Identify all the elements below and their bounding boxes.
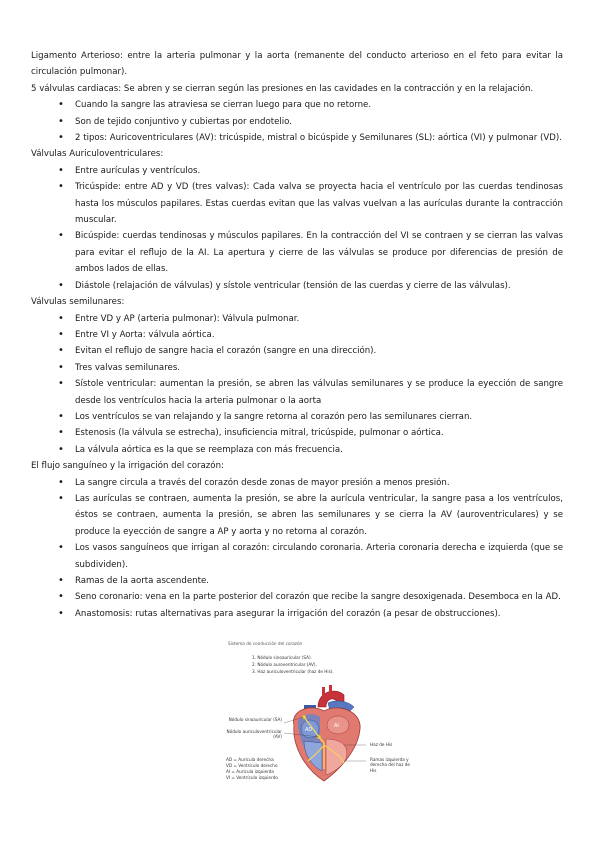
chamber-ai-label: AI: [334, 723, 339, 729]
figure-title: Sistema de conducción del corazón: [228, 641, 303, 646]
flujo-heading: El flujo sanguíneo y la irrigación del corazón:: [31, 461, 224, 472]
list-item: • La sangre circula a través del corazón desde zonas de mayor presión a menos presión.: [31, 475, 563, 491]
list-item: • Los vasos sanguíneos que irrigan al corazón: circulando coronaria. Arteria coronaria derecha e izquierda (que se subdividen).: [31, 540, 563, 573]
list-item: • Entre aurículas y ventrículos.: [31, 163, 563, 179]
sa-node-label: Nódulo sinoauricular (SA): [228, 717, 282, 722]
list-item: • Evitan el reflujo de sangre hacia el corazón (sangre en una dirección).: [31, 343, 563, 359]
figure-list-item: 2. Nódulo auroventricular (AV).: [252, 662, 317, 667]
list-item: • Entre VD y AP (arteria pulmonar): Válvula pulmonar.: [31, 311, 563, 327]
sl-heading: Válvulas semilunares:: [31, 297, 125, 308]
list-item: • Las aurículas se contraen, aumenta la presión, se abre la aurícula ventricular, la sangre pasa a los ventrículos, éstos se contraen, aumenta la presión, se abren las semilunares y se cierra la AV (auroventriculares) y se produce la eyección de sangre a AP y aorta y no retorna al corazón.: [31, 491, 563, 540]
bundle-branches-label: Ramas izquierda y derecha del haz de His: [370, 757, 411, 773]
flujo-list: [31, 475, 563, 623]
list-item: • Diástole (relajación de válvulas) y sístole ventricular (tensión de las cuerdas y cierre de las válvulas).: [31, 278, 563, 294]
legend-item: VD = Ventrículo derecho: [226, 763, 278, 768]
document-body: [31, 48, 563, 622]
figure-list-item: 3. Haz auriculoventricular (haz de His).: [252, 669, 334, 674]
av-list: [31, 163, 563, 294]
sl-list: [31, 311, 563, 459]
list-item: • Tricúspide: entre AD y VD (tres valvas): Cada valva se proyecta hacia el ventrículo por las cuerdas tendinosas hasta los músculos papilares. Estas cuerdas evitan que las valvas vuelvan a las aurículas durante la contracción muscular.: [31, 179, 563, 228]
list-item: • Anastomosis: rutas alternativas para asegurar la irrigación del corazón (a pesar de obstrucciones).: [31, 606, 563, 622]
heart-illustration: [284, 685, 366, 783]
av-node-label: Nódulo auriculoventricular (AV): [226, 729, 282, 740]
chamber-ad-label: AD: [305, 727, 313, 733]
legend-item: AD = Aurícula derecha: [226, 757, 274, 762]
list-item: • Bicúspide: cuerdas tendinosas y músculos papilares. En la contracción del VI se contraen y se cierran las valvas para evitar el reflujo de la AI. La apertura y cierre de las válvulas se produce por diferencias de presión de ambos lados de ellas.: [31, 228, 563, 277]
legend-item: AI = Aurícula izquierda: [226, 769, 274, 774]
list-item: • Seno coronario: vena en la parte posterior del corazón que recibe la sangre desoxigenada. Desemboca en la AD.: [31, 589, 563, 605]
legend-item: VI = Ventrículo izquierdo: [226, 775, 278, 780]
his-bundle-label: Haz de His: [370, 742, 393, 747]
list-item: • La válvula aórtica es la que se reemplaza con más frecuencia.: [31, 442, 563, 458]
ligamento-paragraph: Ligamento Arterioso: entre la arteria pulmonar y la aorta (remanente del conducto arterioso en el feto para evitar la circulación pulmonar).: [31, 51, 563, 78]
list-item: • 2 tipos: Auricoventriculares (AV): tricúspide, mistral o bicúspide y Semilunares (SL): aórtica (VI) y pulmonar (VD).: [31, 130, 563, 146]
list-item: • Estenosis (la válvula se estrecha), insuficiencia mitral, tricúspide, pulmonar o aórtica.: [31, 425, 563, 441]
valvulas-paragraph: 5 válvulas cardiacas: Se abren y se cierran según las presiones en las cavidades en la contracción y en la relajación.: [31, 83, 534, 94]
heart-conduction-figure: [222, 641, 420, 783]
list-item: • Los ventrículos se van relajando y la sangre retorna al corazón pero las semilunares cierran.: [31, 409, 563, 425]
list-item: • Tres valvas semilunares.: [31, 360, 563, 376]
list-item: • Entre VI y Aorta: válvula aórtica.: [31, 327, 563, 343]
list-item: • Son de tejido conjuntivo y cubiertas por endotelio.: [31, 114, 563, 130]
av-heading: Válvulas Auriculoventriculares:: [31, 149, 164, 160]
list-item: • Cuando la sangre las atraviesa se cierran luego para que no retorne.: [31, 97, 563, 113]
list-item: • Ramas de la aorta ascendente.: [31, 573, 563, 589]
valvulas-list: [31, 97, 563, 146]
figure-list-item: 1. Nódulo sinoauricular (SA).: [252, 655, 312, 660]
list-item: • Sístole ventricular: aumentan la presión, se abren las válvulas semilunares y se produce la eyección de sangre desde los ventrículos hacia la arteria pulmonar o la aorta: [31, 376, 563, 409]
